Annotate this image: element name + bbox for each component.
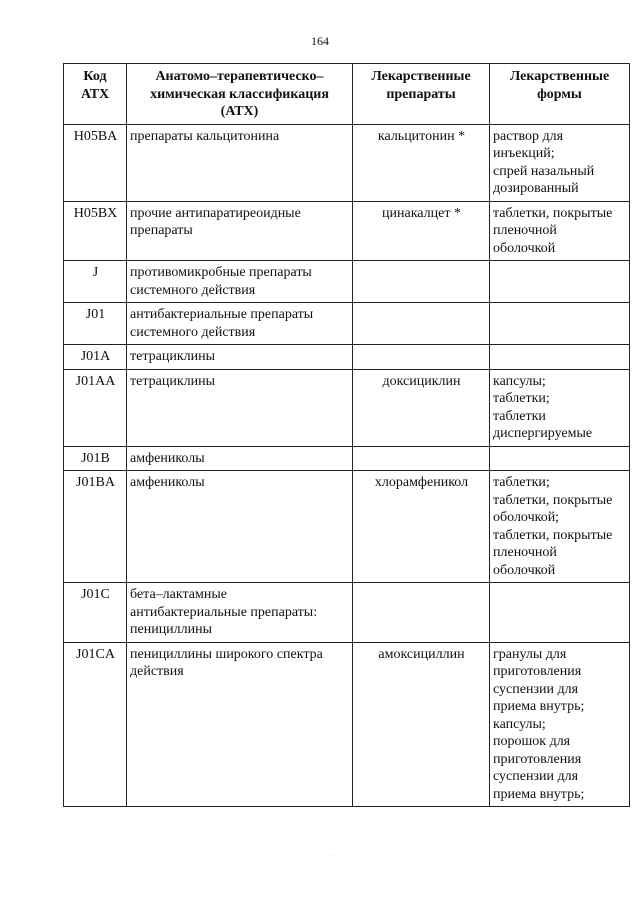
header-drugs (353, 64, 490, 125)
atc-code-cell: J01CA (64, 642, 127, 807)
classification-line: противомикробные препараты (130, 265, 312, 280)
header-dosage-forms (490, 64, 630, 125)
classification-line: тетрациклины (130, 349, 215, 364)
header-dosage-forms-line: Лекарственные (509, 69, 610, 84)
dosage-form-cell (490, 369, 630, 446)
dosage-form-line: суспензии для (493, 681, 579, 697)
dosage-form-line: капсулы; (493, 716, 546, 732)
classification-line: препараты кальцитонина (130, 128, 280, 144)
dosage-form-cell (490, 261, 630, 303)
classification-cell (127, 369, 353, 446)
dosage-form-line: пленочной (493, 223, 557, 238)
header-atc-classification-line: химическая классификация (150, 86, 329, 102)
drug-cell (353, 345, 490, 370)
classification-cell (127, 446, 353, 471)
dosage-form-line: дозированный (493, 181, 579, 196)
header-atc-classification-line: (АТХ) (220, 104, 259, 119)
dosage-form-line: таблетки; (493, 475, 550, 490)
dosage-form-cell (490, 583, 630, 643)
classification-cell (127, 201, 353, 261)
classification-cell (127, 124, 353, 201)
drug-cell (353, 642, 490, 807)
table-header-row (64, 64, 630, 125)
drug-cell (353, 369, 490, 446)
dosage-form-line: раствор для (493, 128, 564, 144)
dosage-form-line: оболочкой (493, 240, 556, 256)
dosage-form-line: порошок для (493, 734, 571, 749)
dosage-form-line: таблетки (493, 408, 546, 424)
atc-code-cell: J01C (64, 583, 127, 643)
table-row (64, 369, 630, 446)
atc-code-cell: J01AA (64, 369, 127, 446)
classification-line: антибактериальные препараты (130, 307, 314, 322)
table-row (64, 471, 630, 583)
dosage-form-line: таблетки; (493, 391, 550, 406)
classification-cell (127, 303, 353, 345)
classification-cell (127, 642, 353, 807)
dosage-form-cell (490, 201, 630, 261)
classification-line: прочие антипаратиреоидные (130, 205, 301, 221)
dosage-form-cell (490, 471, 630, 583)
drug-line: амоксициллин (378, 646, 465, 662)
dosage-form-line: спрей назальный (493, 163, 595, 179)
classification-line: действия (130, 664, 184, 679)
drug-line: кальцитонин * (377, 128, 466, 144)
atc-code-cell: H05BX (64, 201, 127, 261)
atc-code-cell: H05BA (64, 124, 127, 201)
dosage-form-line: таблетки, покрытые (493, 205, 613, 221)
dosage-form-line: приготовления (493, 751, 582, 767)
table-row (64, 303, 630, 345)
dosage-form-line: оболочкой (493, 562, 556, 578)
atc-code-cell: J01 (64, 303, 127, 345)
table-row (64, 642, 630, 807)
page-number: 164 (311, 34, 329, 48)
drug-line: доксициклин (382, 373, 461, 389)
classification-line: системного действия (130, 282, 256, 298)
classification-line: пенициллины широкого спектра (130, 646, 323, 662)
dosage-form-cell (490, 345, 630, 370)
classification-line: системного действия (130, 324, 256, 340)
classification-line: амфениколы (130, 475, 205, 490)
drug-line: хлорамфеникол (374, 475, 469, 490)
classification-cell (127, 261, 353, 303)
dosage-form-cell (490, 446, 630, 471)
header-atc-classification-line: Анатомо–терапевтическо– (155, 69, 324, 84)
dosage-form-cell (490, 303, 630, 345)
dosage-form-line: суспензии для (493, 769, 579, 784)
classification-line: бета–лактамные (130, 587, 227, 602)
drug-cell (353, 471, 490, 583)
header-drugs-line: препараты (386, 86, 456, 102)
classification-cell (127, 471, 353, 583)
dosage-form-line: приготовления (493, 664, 582, 679)
dosage-form-line: диспергируемые (493, 426, 593, 441)
drug-cell (353, 583, 490, 643)
atc-code-cell: J01BA (64, 471, 127, 583)
classification-cell (127, 345, 353, 370)
table-row (64, 446, 630, 471)
drug-cell (353, 201, 490, 261)
header-atc-code (64, 64, 127, 125)
classification-cell (127, 583, 353, 643)
header-atc-classification (127, 64, 353, 125)
dosage-form-line: таблетки, покрытые (493, 492, 613, 508)
header-dosage-forms-line: формы (537, 86, 582, 102)
drug-cell (353, 446, 490, 471)
classification-line: антибактериальные препараты: (130, 604, 318, 620)
dosage-form-line: приема внутрь; (493, 786, 585, 802)
dosage-form-line: пленочной (493, 545, 557, 560)
atc-code-cell: J (64, 261, 127, 303)
classification-line: тетрациклины (130, 373, 215, 389)
header-drugs-line: Лекарственные (371, 69, 471, 84)
table-row (64, 124, 630, 201)
table-row (64, 261, 630, 303)
dosage-form-cell (490, 124, 630, 201)
table-row (64, 201, 630, 261)
classification-line: препараты (130, 223, 193, 238)
classification-line: амфениколы (130, 450, 205, 466)
drug-line: цинакалцет * (382, 205, 461, 221)
atc-code-cell: J01A (64, 345, 127, 370)
dosage-form-line: гранулы для (493, 646, 567, 662)
dosage-form-line: приема внутрь; (493, 699, 585, 714)
table-row (64, 583, 630, 643)
drug-cell (353, 124, 490, 201)
dosage-form-line: капсулы; (493, 373, 546, 389)
scan-mark: · (332, 853, 334, 859)
drug-cell (353, 303, 490, 345)
dosage-form-line: таблетки, покрытые (493, 527, 613, 543)
atc-drug-table (63, 63, 630, 807)
table-row (64, 345, 630, 370)
dosage-form-cell (490, 642, 630, 807)
dosage-form-line: инъекций; (493, 146, 555, 161)
table-body (64, 124, 630, 807)
dosage-form-line: оболочкой; (493, 510, 560, 525)
drug-cell (353, 261, 490, 303)
classification-line: пенициллины (130, 622, 213, 637)
header-atc-code-line: Код АТХ (80, 69, 110, 102)
atc-code-cell: J01B (64, 446, 127, 471)
